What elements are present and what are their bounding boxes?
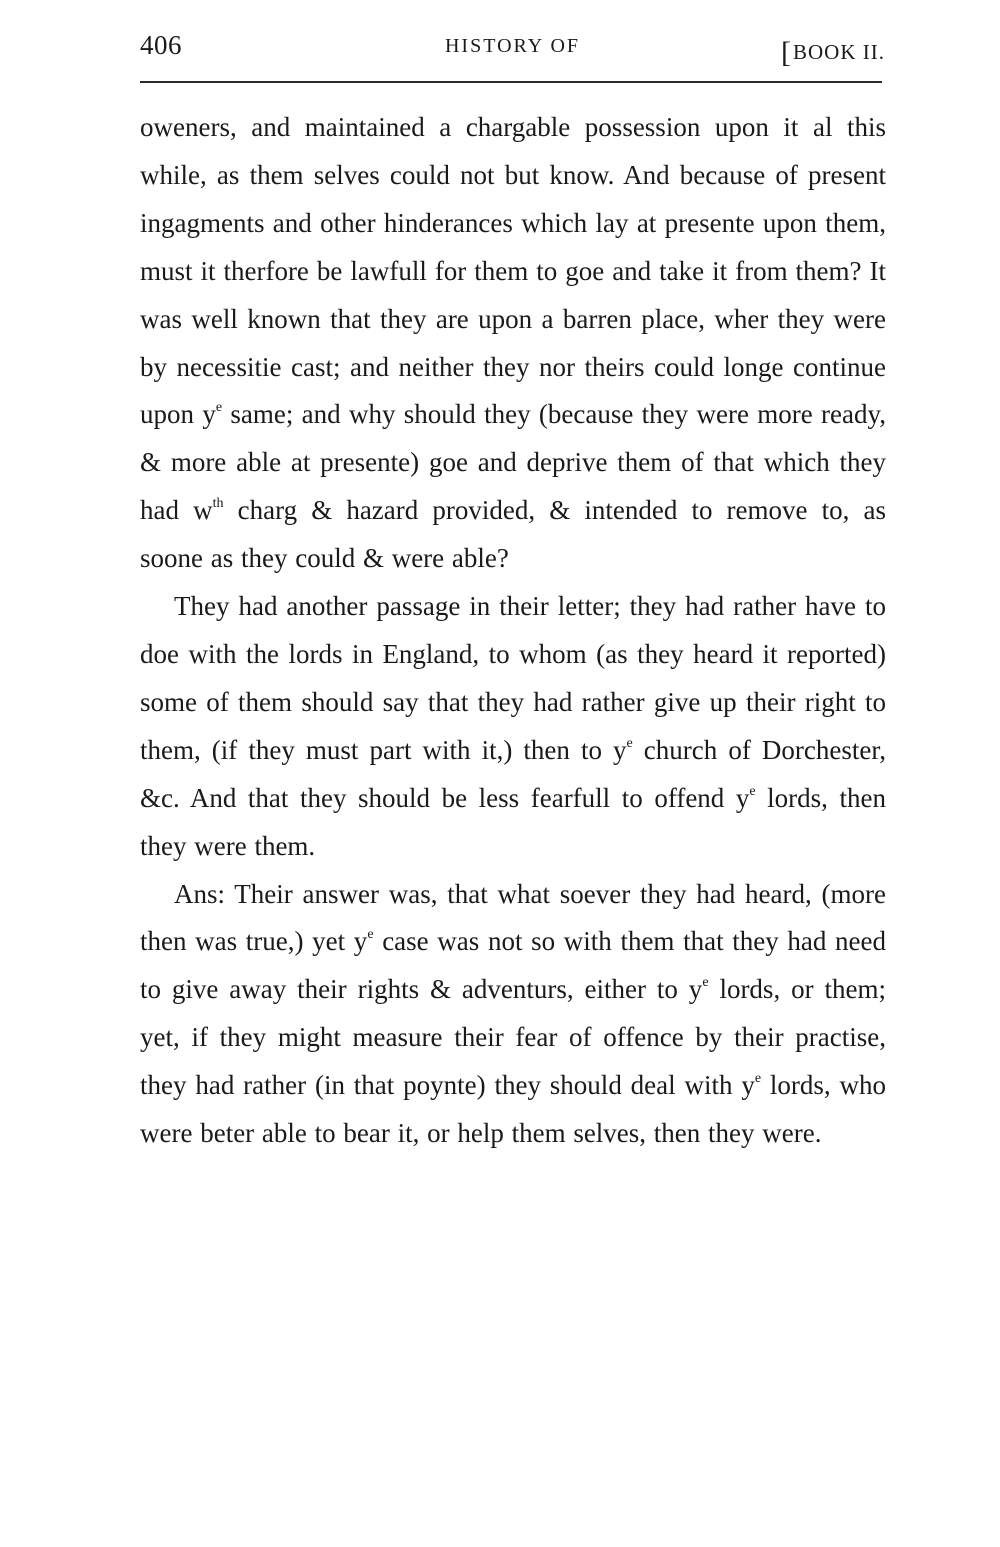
text-run: oweners, and maintained a chargable possession upon it al this while, as them selves could not but know. And because of present ingagments and other hinderances which lay at presente upon them, must it therfore be lawfull for them to goe and take it from them? It was well known that they are upon a barren place, wher they were by necessitie cast; and neither they nor theirs could longe continue upon y [140,112,886,430]
running-title: HISTORY OF [444,35,581,57]
superscript-abbrev: e [626,735,633,751]
superscript-abbrev: th [212,496,224,512]
text-run: church of Dorchester, &c. And that they should be less fearfull to offend y [140,734,886,813]
text-run: lords, or them; yet, if they might measure their fear of offence by their practise, they had rather (in that poynte) they should deal with y [140,974,886,1101]
superscript-abbrev: e [702,975,709,991]
paragraph-passage [140,583,886,870]
superscript-abbrev: e [367,927,374,943]
superscript-abbrev: e [754,1071,762,1087]
paragraph-continuation [140,104,886,583]
text-run: They had another passage in their letter; they had rather have to doe with the lords in England, to whom (as they heard it reported) some of them should say that they had rather give up their right to them, (if they must part with it,) then to y [140,591,886,765]
text-run: Ans: Their answer was, that what soever they had heard, (more then was true,) yet y [140,878,886,957]
book-reference [781,33,885,67]
text-run: case was not so with them that they had need to give away their rights & adventurs, either to y [140,926,886,1005]
body-text [140,104,886,1158]
superscript-abbrev: e [749,783,756,799]
superscript-abbrev: e [215,400,223,416]
text-run: lords, then they were them. [140,782,886,861]
text-run: lords, who were beter able to bear it, or help them selves, then they were. [140,1070,887,1149]
book-reference-bracket: [ [781,36,792,69]
paragraph-answer [140,871,886,1158]
book-reference-label: BOOK II. [793,40,885,64]
text-run: same; and why should they (because they were more ready, & more able at presente) goe and deprive them of that which they had w [140,399,887,526]
page-header [140,30,885,70]
text-run: charg & hazard provided, & intended to remove to, as soone as they could & were able? [140,495,886,574]
header-rule [140,81,882,83]
page-number: 406 [140,30,182,60]
